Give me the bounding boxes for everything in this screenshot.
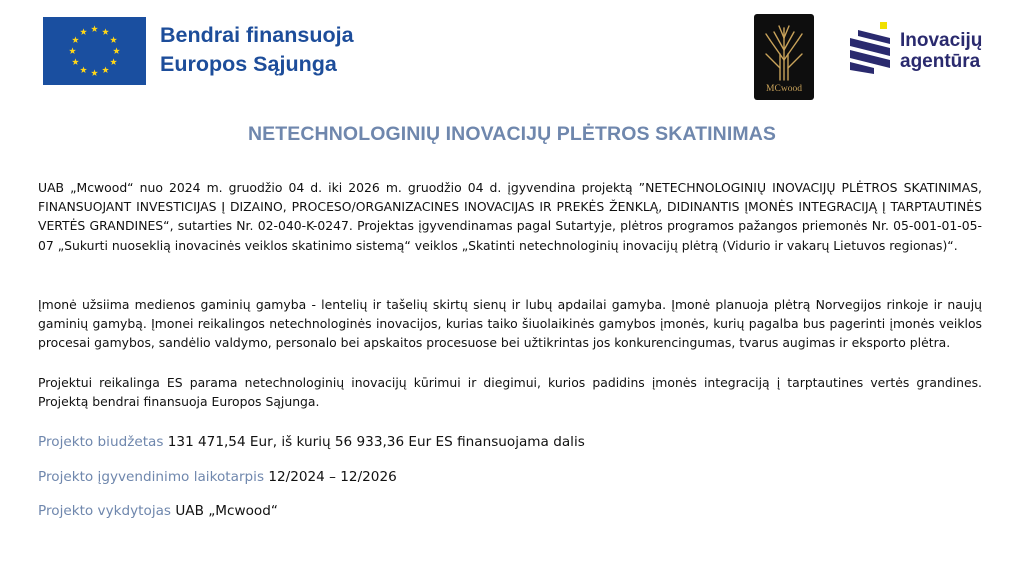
executor-line	[38, 503, 278, 519]
paragraph-project-description: UAB „Mcwood“ nuo 2024 m. gruodžio 04 d. iki 2026 m. gruodžio 04 d. įgyvendina projektą ”NETECHNOLOGINIŲ INOVACIJŲ PLĖTROS SKATINIMAS, FINANSUOJANT INVESTICIJAS Į DIZAINO, PROCESO/ORGANIZACINES INOVACIJAS IR PREKĖS ŽENKLĄ, DIDINANTIS ĮMONĖS INTEGRACIJĄ Į TARPTAUTINĖS VERTĖS GRANDINES“, sutarties Nr. 02-040-K-0247. Projektas įgyvendinamas pagal Sutartyje, plėtros programos pažangos priemonės Nr. 05-001-01-05-07 „Sukurti nuoseklią inovacinės veiklos skatinimo sistemą“ veiklos „Skatinti netechnologinių inovacijų plėtrą (Vidurio ir vakarų Lietuvos regionas)“.	[38, 180, 982, 253]
eu-star-icon	[102, 28, 109, 35]
eu-star-icon	[110, 36, 117, 43]
eu-cofunding-label	[160, 21, 354, 79]
eu-star-icon	[102, 66, 109, 73]
period-value: 12/2024 – 12/2026	[268, 469, 397, 485]
eu-star-icon	[91, 25, 98, 32]
period-label: Projekto įgyvendinimo laikotarpis	[38, 469, 265, 485]
budget-label: Projekto biudžetas	[38, 434, 164, 450]
paragraph-company-activity: Įmonė užsiima medienos gaminių gamyba - lentelių ir tašelių skirtų sienų ir lubų apdailai gamyba. Įmonė planuoja plėtrą Norvegijos rinkoje ir naujų gaminių gamybą. Įmonei reikalingos netechnologinės inovacijos, kurias taiko šiuolaikinės gamybos įmonės, kurių pagalba bus pagerinti įmonės veiklos procesai gamybos, sandėlio valdymo, personalo bei apskaitos procesuose bei užtikrintas jos konkurencingumas, tvarus augimas ir eksporto plėtra.	[38, 297, 982, 351]
executor-label: Projekto vykdytojas	[38, 503, 172, 519]
eu-star-icon	[72, 58, 79, 65]
executor-value: UAB „Mcwood“	[175, 503, 278, 519]
agency-line-1: Inovacijų	[900, 30, 983, 51]
mcwood-logo-text: MCwood	[766, 84, 802, 94]
eu-star-icon	[80, 66, 87, 73]
eu-stars-icon	[43, 17, 146, 85]
budget-line	[38, 434, 585, 450]
inovaciju-agentura-mark-icon	[850, 22, 896, 74]
page-title: NETECHNOLOGINIŲ INOVACIJŲ PLĖTROS SKATINIMAS	[247, 123, 777, 145]
eu-star-icon	[113, 47, 120, 54]
eu-line-1: Bendrai finansuoja	[160, 23, 354, 47]
period-line	[38, 469, 397, 485]
eu-flag-logo	[43, 17, 146, 85]
paragraph-eu-support: Projektui reikalinga ES parama netechnologinių inovacijų kūrimui ir diegimui, kurios padidins įmonės integraciją į tarptautines vertės grandines. Projektą bendrai finansuoja Europos Sąjunga.	[38, 375, 982, 410]
eu-star-icon	[80, 28, 87, 35]
eu-star-icon	[110, 58, 117, 65]
budget-value: 131 471,54 Eur, iš kurių 56 933,36 Eur ES finansuojama dalis	[167, 434, 585, 450]
eu-star-icon	[69, 47, 76, 54]
eu-star-icon	[91, 69, 98, 76]
eu-star-icon	[72, 36, 79, 43]
inovaciju-agentura-logo-text	[900, 30, 982, 72]
eu-line-2: Europos Sąjunga	[160, 52, 337, 76]
mcwood-logo	[754, 14, 814, 100]
agency-line-2: agentūra	[900, 51, 981, 72]
